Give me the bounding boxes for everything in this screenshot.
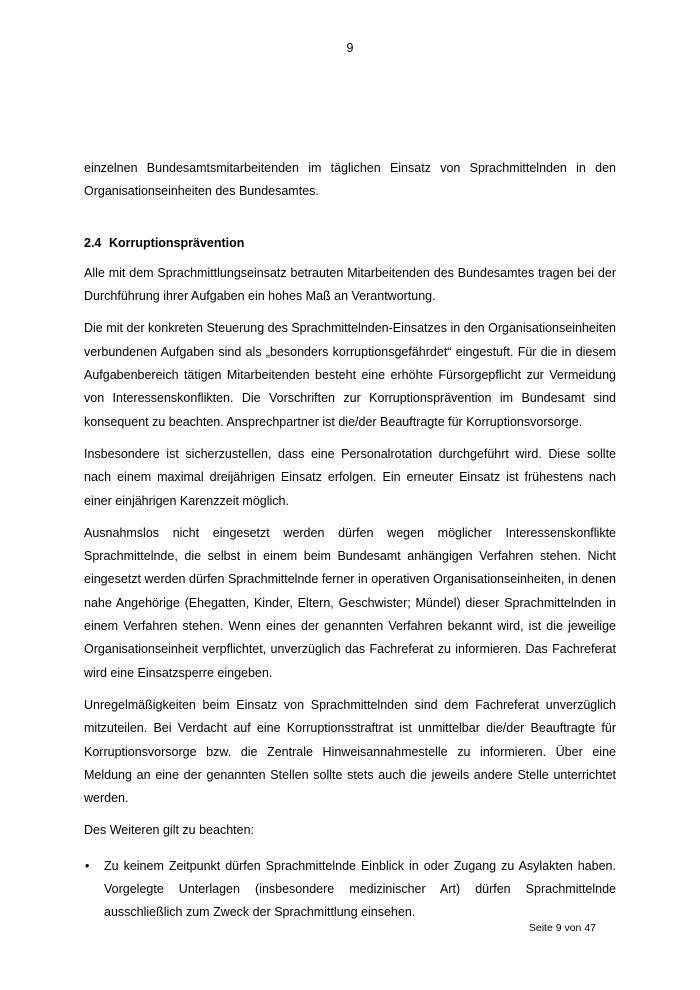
paragraph: Die mit der konkreten Steuerung des Sprachmittelnden-Einsatzes in den Organisationseinheiten verbundenen Aufgaben sind als „besonders korruptionsgefährdet“ eingestuft. Für die in diesem Aufgabenbereich tätigen Mitarbeitenden besteht eine erhöhte Fürsorgepflicht zur Vermeidung von Interessenskonflikten. Die Vorschriften zur Korruptionsprävention im Bundesamt sind konsequent zu beachten. Ansprechpartner ist die/der Beauftragte für Korruptionsvorsorge. bbox=[84, 321, 616, 429]
section-number: 2.4 bbox=[84, 235, 102, 250]
list-item-text: Zu keinem Zeitpunkt dürfen Sprachmittelnde Einblick in oder Zugang zu Asylakten haben. Vorgelegte Unterlagen (insbesondere medizinischer Art) dürfen Sprachmittelnde ausschließlich zum Zweck der Sprachmittlung einsehen. bbox=[104, 858, 616, 920]
paragraph: Alle mit dem Sprachmittlungseinsatz betrauten Mitarbeitenden des Bundesamtes tragen bei der Durchführung ihrer Aufgaben ein hohes Maß an Verantwortung. bbox=[84, 265, 616, 304]
page-footer: Seite 9 von 47 bbox=[528, 922, 596, 934]
document-body bbox=[84, 157, 616, 925]
continuation-paragraph: einzelnen Bundesamtsmitarbeitenden im täglichen Einsatz von Sprachmittelnden in den Organisationseinheiten des Bundesamtes. bbox=[84, 161, 616, 199]
section-heading bbox=[84, 232, 616, 255]
paragraph: Unregelmäßigkeiten beim Einsatz von Sprachmittelnden sind dem Fachreferat unverzüglich mitzuteilen. Bei Verdacht auf eine Korruptionsstraftrat ist unmittelbar die/der Beauftragte für Korruptionsvorsorge bzw. die Zentrale Hinweisannahmestelle zu informieren. Über eine Meldung an eine der genannten Stellen sollte stets auch die jeweils andere Stelle unterrichtet werden. bbox=[84, 697, 616, 806]
paragraph: Des Weiteren gilt zu beachten: bbox=[84, 823, 255, 838]
section-title: Korruptionsprävention bbox=[109, 235, 245, 250]
bullet-icon: • bbox=[85, 858, 90, 873]
paragraph: Insbesondere ist sicherzustellen, dass eine Personalrotation durchgeführt wird. Diese sollte nach einem maximal dreijährigen Einsatz erfolgen. Ein erneuter Einsatz ist frühestens nach einer einjährigen Karenzzeit möglich. bbox=[84, 446, 616, 508]
page-number: 9 bbox=[346, 41, 354, 55]
paragraph: Ausnahmslos nicht eingesetzt werden dürfen wegen möglicher Interessenskonflikte Sprachmittelnde, die selbst in einem beim Bundesamt anhängigen Verfahren stehen. Nicht eingesetzt werden dürfen Sprachmittelnde ferner in operativen Organisationseinheiten, in denen nahe Angehörige (Ehegatten, Kinder, Eltern, Geschwister; Mündel) dieser Sprachmittelnden in einem Verfahren stehen. Wenn eines der genannten Verfahren bekannt wird, ist die jeweilige Organisationseinheit verpflichtet, unverzüglich das Fachreferat zu informieren. Das Fachreferat wird eine Einsatzsperre eingeben. bbox=[84, 525, 616, 680]
list-item bbox=[84, 855, 616, 925]
bullet-list bbox=[84, 855, 616, 925]
